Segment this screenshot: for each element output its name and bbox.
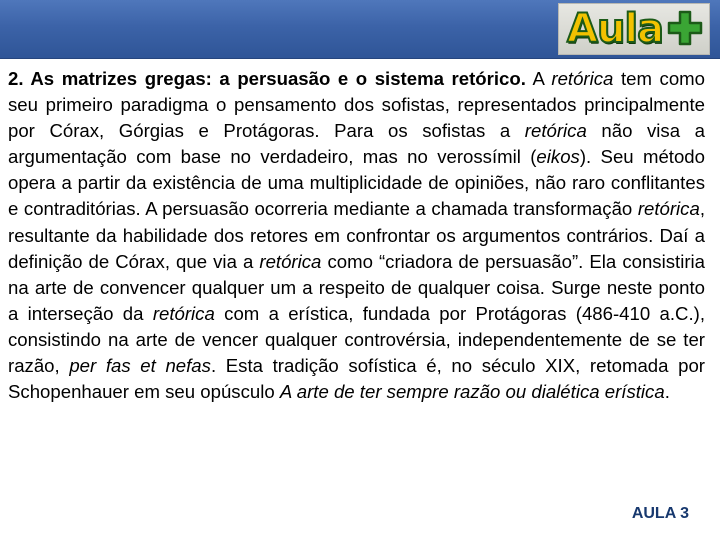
header-bar (0, 0, 720, 59)
text-run: . Esta tradição sofística é, no século XIX, retomada por Schopenhauer em seu opúsculo (8, 355, 706, 403)
italic-term: retórica (259, 250, 322, 272)
body-paragraph (8, 66, 705, 405)
text-run: como “criadora de persuasão”. Ela consistiria na arte de convencer qualquer um a respeito de qualquer coisa. Surge neste ponto a interseção da (8, 250, 705, 324)
section-heading: 2. As matrizes gregas: a persuasão e o sistema retórico. (8, 68, 526, 89)
aula-plus-logo (558, 3, 710, 55)
text-run: . (664, 381, 670, 403)
text-run: ). Seu método opera a partir da existência de uma multiplicidade de opiniões, não raro conflitantes e contraditórias. A persuasão ocorreria mediante a chamada transformação (8, 146, 705, 220)
italic-term: per fas et nefas (69, 355, 211, 377)
paragraph-text (8, 68, 705, 402)
italic-term: retórica (637, 198, 700, 220)
text-run: com a erística, fundada por Protágoras (486-410 a.C.), consistindo na arte de vencer qualquer controvérsia, independentemente de se ter razão, (8, 302, 705, 377)
plus-icon (665, 8, 705, 48)
italic-term: A arte de ter sempre razão ou dialética erística (279, 381, 665, 403)
text-run: tem como seu primeiro paradigma o pensamento dos sofistas, representados principalmente por Córax, Górgias e Protágoras. Para os sofistas a (8, 68, 705, 142)
text-run: A (525, 68, 552, 89)
italic-term: retórica (152, 302, 215, 324)
italic-term: eikos (536, 146, 580, 168)
logo-text: Aula (567, 6, 664, 52)
text-run: , resultante da habilidade dos retores em confrontar os argumentos contrários. Daí a definição de Córax, que via a (8, 198, 705, 272)
italic-term: retórica (551, 68, 614, 89)
italic-term: retórica (524, 120, 587, 142)
lesson-label: AULA 3 (631, 505, 689, 522)
text-run: não visa a argumentação com base no verdadeiro, mas no verossímil ( (8, 120, 705, 168)
